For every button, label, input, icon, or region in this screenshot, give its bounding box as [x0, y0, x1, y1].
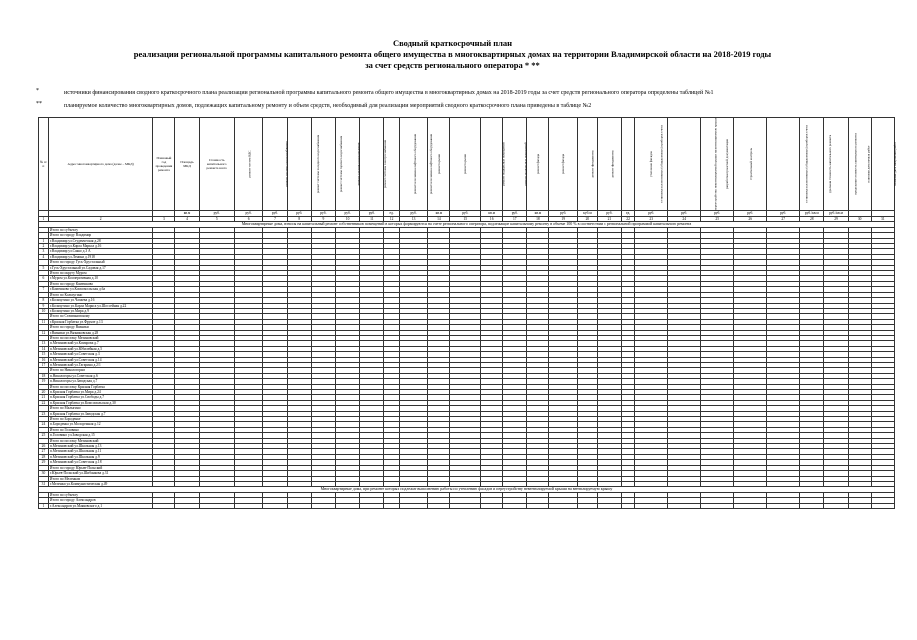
row-address: п.Красная Горбатка ул.Комсомольская д.30 [48, 400, 153, 405]
row-value [824, 503, 848, 508]
row-value [668, 503, 701, 508]
row-address: г.Красная Горбатка ул.Фрунзе д.13 [48, 319, 153, 324]
column-number-cell: 18 [527, 217, 549, 222]
header-cell: Плановый год проведения ремонта [153, 118, 175, 211]
row-number: 15 [39, 352, 49, 357]
row-address: п.Мезиновский ул.Гагарина д.2/1 [48, 362, 153, 367]
section-title: Многоквартирные дома, взносы на капитальный ремонт собственников помещений в которых формируются на счете регионального оператора, подлежащие капитальному ремонту в объеме 100 % в соответствии с региональной программой капитального ремонта [39, 222, 895, 227]
row-value [503, 503, 527, 508]
row-value [481, 503, 503, 508]
document-subtitle: реализации региональной программы капитального ремонта общего имущества в многоквартирных домах на территории Владимирской области на 2018-2019 годы [133, 49, 772, 59]
row-number: 9 [39, 303, 49, 308]
row-address: Итого по городу Александров [48, 498, 153, 503]
row-address: г.Вязники ул.Вязниковская д.28 [48, 330, 153, 335]
unit-cell: руб. [767, 211, 800, 217]
row-address: г.Кольчугино ул.Карла Маркса ул.Шоссейная д.22 [48, 303, 153, 308]
row-value [800, 503, 824, 508]
row-value [360, 503, 384, 508]
header-cell: ремонт фундамента [578, 118, 598, 211]
row-number: 23 [39, 411, 49, 416]
row-value [153, 503, 175, 508]
column-number-cell: 16 [481, 217, 503, 222]
row-address: п.Никологоры ул.Заводская д.7 [48, 379, 153, 384]
row-number: 10 [39, 308, 49, 313]
row-value [399, 503, 428, 508]
row-address: г.Кольчугино ул.Чапаева д.16 [48, 298, 153, 303]
header-cell: удельная стоимость капитального ремонта [800, 118, 824, 211]
unit-cell: кв.м [175, 211, 199, 217]
row-address: п.Мезиновский ул.Юбилейная д.5 [48, 346, 153, 351]
header-cell: переустройство невентилируемой крыши на вентилируемую крышу [668, 118, 701, 211]
row-value [734, 503, 767, 508]
column-number-cell: 27 [767, 217, 800, 222]
row-value [175, 503, 199, 508]
header-cell: ремонт или замена лифтового оборудования [384, 118, 399, 211]
row-address: п.Мезиновский ул.Советская д.3 [48, 352, 153, 357]
row-value [336, 503, 360, 508]
unit-cell: руб. [549, 211, 578, 217]
column-number-cell: 9 [311, 217, 335, 222]
header-cell: ремонт фасада [549, 118, 578, 211]
row-number: 21 [39, 395, 49, 400]
column-number-cell: 11 [360, 217, 384, 222]
header-cell: установка коллективных (общедомовых) приборов учета [767, 118, 800, 211]
row-number: 27 [39, 449, 49, 454]
row-number: 24 [39, 422, 49, 427]
row-address: г.Меленки ул.Коммунистическая д.49 [48, 481, 153, 486]
unit-cell: кв.м [481, 211, 503, 217]
row-value [384, 503, 399, 508]
document-subtitle-2: за счет средств регионального оператора * ** [365, 60, 540, 70]
row-address: Итого по округу Муром [48, 271, 153, 276]
row-address: п.Мезиновский ул.Советская д.18 [48, 460, 153, 465]
row-value [635, 503, 668, 508]
row-address: Итого по городу Камешково [48, 281, 153, 286]
row-address: Итого по городу Гусь-Хрустальный [48, 260, 153, 265]
column-number-cell: 2 [48, 217, 153, 222]
header-cell: строительный контроль [734, 118, 767, 211]
row-address: г.Владимир ул.Ленина д.1918 [48, 254, 153, 259]
row-address: п.Мезиновский ул.Школьная д.9 [48, 454, 153, 459]
row-number: 3 [39, 249, 49, 254]
header-cell: ремонт подвальных помещений [481, 118, 503, 211]
header-cell: ремонт системы теплоснабжения [263, 118, 287, 211]
header-cell: ремонт фундамента [597, 118, 621, 211]
footnote-mark-2: ** [36, 101, 42, 107]
row-address: п.Головино ул.Заводская д.15 [48, 433, 153, 438]
row-number: 11 [39, 319, 49, 324]
header-cell: разработка проектной документации [701, 118, 734, 211]
header-cell: ремонт системы холодного водоснабжения [287, 118, 311, 211]
row-value [263, 503, 287, 508]
footnote-2: планируемое количество многоквартирных домов, подлежащих капитальному ремонту и объем средств, необходимый для реализации мероприятий сводного краткосрочного плана приведены в таблице №2 [64, 103, 592, 109]
row-number: 26 [39, 444, 49, 449]
header-cell: ремонт или замена лифтового оборудования [399, 118, 428, 211]
row-value [527, 503, 549, 508]
document-title: Сводный краткосрочный план [392, 38, 513, 48]
row-address: Итого по городу Юрьев-Польский [48, 465, 153, 470]
row-number: 1 [39, 503, 49, 508]
unit-cell: руб. [503, 211, 527, 217]
unit-cell: руб. [668, 211, 701, 217]
unit-cell: руб. [734, 211, 767, 217]
unit-cell: руб. [234, 211, 263, 217]
header-cell: плановая дата завершения работ [871, 118, 894, 211]
plan-table [38, 117, 895, 509]
column-number-cell: 13 [399, 217, 428, 222]
unit-cell: руб. [597, 211, 621, 217]
header-cell: ремонт подвальных помещений [503, 118, 527, 211]
row-address: п.Никологоры ул.Советская д.6 [48, 373, 153, 378]
row-address: Итого по Малыгино [48, 406, 153, 411]
column-number-cell: 17 [503, 217, 527, 222]
row-number: 16 [39, 357, 49, 362]
row-value [450, 503, 481, 508]
header-cell: Площадь МКД [175, 118, 199, 211]
column-number-cell: 14 [428, 217, 450, 222]
row-number: 22 [39, 400, 49, 405]
column-number-cell: 1 [39, 217, 49, 222]
row-value [622, 503, 635, 508]
row-number: 8 [39, 298, 49, 303]
unit-cell: кв.м [527, 211, 549, 217]
row-address: г.Гусь-Хрустальный ул.Садовая д.17 [48, 265, 153, 270]
row-address: Итого по субъекту [48, 492, 153, 497]
row-address: г.Владимир ул.Карла Маркса д.16 [48, 244, 153, 249]
column-number-cell: 22 [622, 217, 635, 222]
column-number-cell: 7 [263, 217, 287, 222]
row-value [549, 503, 578, 508]
table-row [39, 503, 895, 508]
unit-cell: руб./кв.м [824, 211, 848, 217]
row-address: п.Мезиновский ул.Советская д.14 [48, 357, 153, 362]
unit-cell: руб. [336, 211, 360, 217]
row-address: г.Александров ул.Маяковского д.1 [48, 503, 153, 508]
row-address: Итого по Бороденке [48, 417, 153, 422]
row-address: п.Бороденка ул.Молодежная д.12 [48, 422, 153, 427]
footnote-1: источники финансирования сводного краткосрочного плана реализации региональной программы капитального ремонта общего имущества в многоквартирных домах на 2018-2019 годы за счет средств регионального оператора определены таблицей №1 [64, 90, 714, 96]
row-address: п.Красная Горбатка ул.Заводская д.7 [48, 411, 153, 416]
row-number: 6 [39, 276, 49, 281]
column-number-cell: 29 [824, 217, 848, 222]
column-number-cell: 26 [734, 217, 767, 222]
column-number-cell: 28 [800, 217, 824, 222]
column-number-cell: 6 [234, 217, 263, 222]
unit-cell: руб. [701, 211, 734, 217]
column-number-cell: 30 [848, 217, 871, 222]
header-cell: ремонт системы электроснабжения [360, 118, 384, 211]
row-address: Итого по Меленкам [48, 476, 153, 481]
column-number-cell: 4 [175, 217, 199, 222]
row-address: п.Красная Горбатка ул.Мира д.24 [48, 390, 153, 395]
column-number-cell: 20 [578, 217, 598, 222]
column-number-cell: 15 [450, 217, 481, 222]
column-number-cell: 31 [871, 217, 894, 222]
header-cell: ремонт систем ВДС [234, 118, 263, 211]
unit-cell: кв.м [428, 211, 450, 217]
row-number: 13 [39, 341, 49, 346]
row-number: 29 [39, 460, 49, 465]
header-cell: ремонт фасада [527, 118, 549, 211]
row-address: п.Мезиновский ул.Школьная д.11 [48, 449, 153, 454]
row-address: г.Муром ул.Кооперативная д.10 [48, 276, 153, 281]
row-address: Итого по Кольчугино [48, 292, 153, 297]
row-number: 28 [39, 454, 49, 459]
row-address: г.Владимир ул.Сакко д.3 А [48, 249, 153, 254]
table-header-row [39, 118, 895, 211]
row-number: 20 [39, 390, 49, 395]
row-number: 4 [39, 254, 49, 259]
row-number: 7 [39, 287, 49, 292]
row-value [871, 503, 894, 508]
row-number: 31 [39, 481, 49, 486]
row-value [701, 503, 734, 508]
row-value [234, 503, 263, 508]
column-number-cell: 19 [549, 217, 578, 222]
row-address: Итого по Никологорам [48, 368, 153, 373]
row-number: 19 [39, 379, 49, 384]
row-address: п.Мезиновский ул.Комарова д.7 [48, 341, 153, 346]
row-address: Итого по городу Вязники [48, 325, 153, 330]
unit-cell: руб./кв.м [800, 211, 824, 217]
row-address: п.Мезиновский ул.Школьная д.13 [48, 444, 153, 449]
row-value [311, 503, 335, 508]
unit-cell: руб. [360, 211, 384, 217]
header-cell: предельная стоимость капитального ремонта [824, 118, 848, 211]
row-value [578, 503, 598, 508]
column-number-cell: 8 [287, 217, 311, 222]
column-number-cell: 21 [597, 217, 621, 222]
row-address: Итого по Селивановскому [48, 314, 153, 319]
column-number-cell: 24 [668, 217, 701, 222]
row-address: п.Красная Горбатка ул.Свободы д.7 [48, 395, 153, 400]
unit-cell: руб. [287, 211, 311, 217]
unit-cell: руб. [399, 211, 428, 217]
column-number-cell: 10 [336, 217, 360, 222]
header-cell: Стоимость капитального ремонта всего [199, 118, 234, 211]
row-number: 1 [39, 238, 49, 243]
footnote-mark-1: * [36, 88, 39, 94]
header-cell: Адрес многоквартирного дома (далее – МКД) [48, 118, 153, 211]
header-cell: плановая дата начала работ [848, 118, 871, 211]
unit-cell: руб. [199, 211, 234, 217]
header-cell: ремонт крыши [450, 118, 481, 211]
unit-cell: ед. [622, 211, 635, 217]
row-address: г.Владимир ул.Студенческая д.28 [48, 238, 153, 243]
row-address: Итого по поселку Красная Горбатка [48, 384, 153, 389]
row-address: Итого по поселку Мезиновский [48, 335, 153, 340]
row-number: 25 [39, 433, 49, 438]
row-number: 30 [39, 471, 49, 476]
row-value [287, 503, 311, 508]
header-cell: ремонт крыши [428, 118, 450, 211]
column-number-cell: 23 [635, 217, 668, 222]
header-cell: утепление фасадов [635, 118, 668, 211]
plan-table-wrapper [38, 117, 895, 509]
row-value [848, 503, 871, 508]
header-cell: ремонт системы горячего водоснабжения [311, 118, 335, 211]
unit-cell: ед. [384, 211, 399, 217]
header-cell: № п/п [39, 118, 49, 211]
unit-cell: руб. [263, 211, 287, 217]
unit-cell: руб. [450, 211, 481, 217]
column-number-cell: 3 [153, 217, 175, 222]
row-address: Итого по субъекту [48, 227, 153, 232]
row-number: 5 [39, 265, 49, 270]
row-number: 2 [39, 244, 49, 249]
column-number-cell: 12 [384, 217, 399, 222]
row-number: 14 [39, 346, 49, 351]
row-address: Итого по Головино [48, 427, 153, 432]
column-number-cell: 25 [701, 217, 734, 222]
row-address: г.Юрьев-Польский ул.Шибанкова д.31 [48, 471, 153, 476]
row-address: Итого по городу Владимир [48, 233, 153, 238]
header-cell: ремонт системы водоотведения [336, 118, 360, 211]
section-title: Многоквартирные дома, при ремонте которых подлежат выполнению работы по утеплению фасадов и переустройству невентилируемой крыши на вентилируемую крышу [39, 487, 895, 492]
row-number: 12 [39, 330, 49, 335]
row-address: Итого по поселку Мезиновский [48, 438, 153, 443]
row-value [597, 503, 621, 508]
unit-cell: руб. [311, 211, 335, 217]
row-number: 17 [39, 362, 49, 367]
row-number: 18 [39, 373, 49, 378]
unit-cell: руб. [635, 211, 668, 217]
row-value [428, 503, 450, 508]
row-value [199, 503, 234, 508]
column-number-cell: 5 [199, 217, 234, 222]
unit-cell: куб.м [578, 211, 598, 217]
row-address: г.Камешково ул.Комсомольская д.6а [48, 287, 153, 292]
row-address: г.Кольчугино ул.Мира д.9 [48, 308, 153, 313]
row-value [767, 503, 800, 508]
header-cell: установка коллективных (общедомовых) приборов учета [622, 118, 635, 211]
